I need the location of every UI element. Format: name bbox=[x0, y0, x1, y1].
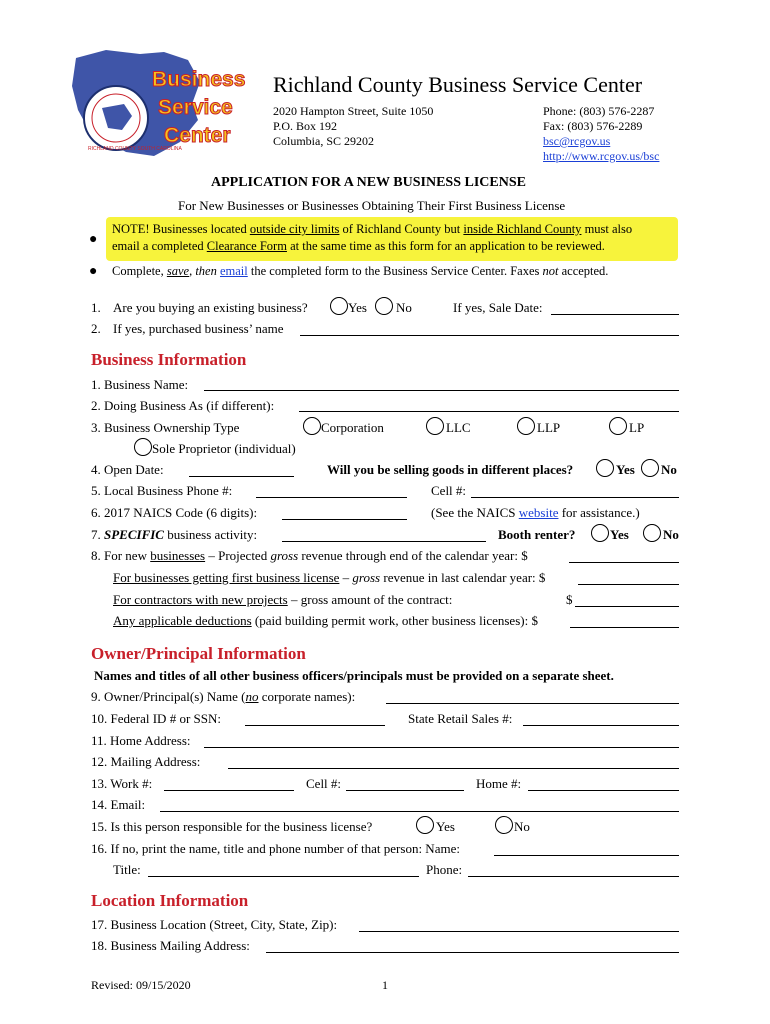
responsible-person-name-field[interactable] bbox=[494, 855, 679, 856]
ownership-type-label: 3. Business Ownership Type bbox=[91, 420, 240, 435]
booth-no-radio[interactable] bbox=[643, 524, 661, 542]
open-date-label: 4. Open Date: bbox=[91, 462, 164, 477]
responsible-person-label: 15. Is this person responsible for the business license? bbox=[91, 819, 373, 834]
responsible-person-name-label: 16. If no, print the name, title and phone number of that person: Name: bbox=[91, 841, 460, 856]
email-link[interactable]: email bbox=[219, 264, 248, 278]
cell-label: Cell #: bbox=[431, 483, 467, 498]
responsible-yes-radio[interactable] bbox=[416, 816, 434, 834]
note-text: the completed form to the Business Service Center. Faxes bbox=[247, 264, 543, 278]
sole-proprietor-radio[interactable] bbox=[134, 438, 152, 456]
home-phone-field[interactable] bbox=[528, 790, 679, 791]
responsible-phone-field[interactable] bbox=[468, 876, 679, 877]
booth-no-label: No bbox=[663, 527, 679, 542]
open-date-field[interactable] bbox=[189, 476, 294, 477]
note-text: must also bbox=[581, 222, 633, 236]
q1-number: 1. bbox=[91, 300, 101, 315]
owner-note: Names and titles of all other business officers/principals must be provided on a separate sheet. bbox=[94, 668, 614, 683]
deductions-field[interactable] bbox=[570, 627, 679, 628]
field-label: corporate names): bbox=[258, 689, 356, 704]
logo-word-center: Center bbox=[164, 124, 231, 147]
corporation-radio[interactable] bbox=[303, 417, 321, 435]
owner-email-field[interactable] bbox=[160, 811, 679, 812]
dollar-sign: $ bbox=[566, 592, 573, 607]
dba-label: 2. Doing Business As (if different): bbox=[91, 398, 275, 413]
llp-radio[interactable] bbox=[517, 417, 535, 435]
business-phone-label: 5. Local Business Phone #: bbox=[91, 483, 233, 498]
responsible-no-radio[interactable] bbox=[495, 816, 513, 834]
federal-id-field[interactable] bbox=[245, 725, 385, 726]
note-text: save bbox=[166, 264, 190, 278]
location-info-heading: Location Information bbox=[91, 891, 249, 910]
field-number: 7. bbox=[91, 527, 104, 542]
purchased-business-name-field[interactable] bbox=[300, 335, 679, 336]
page-title: Richland County Business Service Center bbox=[273, 72, 643, 97]
owner-name-field[interactable] bbox=[386, 703, 679, 704]
business-mailing-field[interactable] bbox=[266, 952, 679, 953]
logo bbox=[68, 46, 246, 160]
clearance-form-link[interactable]: Clearance Form bbox=[206, 239, 287, 253]
note-text: outside city limits bbox=[249, 222, 340, 236]
form-title: APPLICATION FOR A NEW BUSINESS LICENSE bbox=[211, 175, 526, 190]
field-label: 9. Owner/Principal(s) Name ( bbox=[91, 689, 246, 704]
home-address-label: 11. Home Address: bbox=[91, 733, 191, 748]
projected-revenue-label bbox=[91, 548, 528, 564]
naics-website-link[interactable]: website bbox=[518, 505, 559, 520]
home-address-field[interactable] bbox=[204, 747, 679, 748]
selling-no-radio[interactable] bbox=[641, 459, 659, 477]
bullet: ● bbox=[89, 264, 98, 279]
note-text: of Richland County but bbox=[339, 222, 464, 236]
responsible-no-label: No bbox=[514, 819, 530, 834]
llp-label: LLP bbox=[537, 420, 561, 435]
q1-label: Are you buying an existing business? bbox=[113, 300, 308, 315]
q1-yes-label: Yes bbox=[348, 300, 367, 315]
dba-field[interactable] bbox=[299, 411, 679, 412]
business-info-heading: Business Information bbox=[91, 350, 247, 369]
field-label: For contractors with new projects bbox=[113, 592, 288, 607]
field-label: – bbox=[339, 570, 353, 585]
q1-no-radio[interactable] bbox=[375, 297, 393, 315]
owner-cell-field[interactable] bbox=[346, 790, 464, 791]
owner-info-heading: Owner/Principal Information bbox=[91, 644, 306, 663]
note-text: Complete, bbox=[112, 264, 167, 278]
booth-renter-label: Booth renter? bbox=[498, 527, 576, 542]
selling-goods-label: Will you be selling goods in different places? bbox=[327, 462, 574, 477]
q1-no-label: No bbox=[396, 300, 412, 315]
address-line-3: Columbia, SC 29202 bbox=[273, 134, 375, 148]
business-mailing-label: 18. Business Mailing Address: bbox=[91, 938, 250, 953]
note-text: at the same time as this form for an application to be reviewed. bbox=[286, 239, 605, 253]
mailing-address-field[interactable] bbox=[228, 768, 679, 769]
business-location-field[interactable] bbox=[359, 931, 679, 932]
responsible-title-label: Title: bbox=[113, 862, 141, 877]
llc-label: LLC bbox=[446, 420, 471, 435]
note-text: inside Richland County bbox=[463, 222, 582, 236]
sale-date-label: If yes, Sale Date: bbox=[453, 300, 543, 315]
first-license-revenue-label bbox=[113, 570, 545, 586]
lp-radio[interactable] bbox=[609, 417, 627, 435]
owner-email-label: 14. Email: bbox=[91, 797, 146, 812]
retail-sales-label: State Retail Sales #: bbox=[408, 711, 513, 726]
note-text: email a completed bbox=[112, 239, 207, 253]
form-subtitle: For New Businesses or Businesses Obtaining Their First Business License bbox=[178, 198, 566, 213]
contract-amount-field[interactable] bbox=[575, 606, 679, 607]
projected-revenue-field[interactable] bbox=[569, 562, 679, 563]
naics-help bbox=[431, 505, 640, 521]
business-activity-label bbox=[91, 527, 257, 543]
field-label: revenue through end of the calendar year: $ bbox=[298, 548, 528, 563]
field-label: business activity: bbox=[163, 527, 258, 542]
home-phone-label: Home #: bbox=[476, 776, 522, 791]
sale-date-field[interactable] bbox=[551, 314, 679, 315]
note-line-1 bbox=[112, 222, 632, 237]
selling-no-label: No bbox=[661, 462, 677, 477]
cell-field[interactable] bbox=[471, 497, 679, 498]
work-phone-label: 13. Work #: bbox=[91, 776, 153, 791]
naics-field[interactable] bbox=[282, 519, 407, 520]
note-text: then bbox=[195, 264, 217, 278]
business-name-label: 1. Business Name: bbox=[91, 377, 189, 392]
field-label: revenue in last calendar year: $ bbox=[380, 570, 546, 585]
naics-help-text: for assistance.) bbox=[558, 505, 640, 520]
phone-number: Phone: (803) 576-2287 bbox=[543, 104, 655, 118]
q2-label: If yes, purchased business’ name bbox=[113, 321, 284, 336]
field-label: Any applicable deductions bbox=[113, 613, 252, 628]
note-text: not bbox=[542, 264, 559, 278]
contract-amount-label bbox=[113, 592, 452, 608]
field-label: no bbox=[245, 689, 259, 704]
business-name-field[interactable] bbox=[204, 390, 679, 391]
revised-date: Revised: 09/15/2020 bbox=[91, 978, 191, 992]
field-label: – gross amount of the contract: bbox=[287, 592, 453, 607]
sole-proprietor-label: Sole Proprietor (individual) bbox=[152, 441, 296, 456]
business-phone-field[interactable] bbox=[256, 497, 407, 498]
field-label: – Projected bbox=[205, 548, 271, 563]
business-activity-field[interactable] bbox=[282, 541, 486, 542]
field-label: (paid building permit work, other business licenses): $ bbox=[251, 613, 538, 628]
logo-word-business: Business bbox=[152, 68, 246, 91]
booth-yes-radio[interactable] bbox=[591, 524, 609, 542]
first-license-revenue-field[interactable] bbox=[578, 584, 679, 585]
page-number: 1 bbox=[382, 978, 388, 992]
address-line-1: 2020 Hampton Street, Suite 1050 bbox=[273, 104, 434, 118]
mailing-address-label: 12. Mailing Address: bbox=[91, 754, 201, 769]
logo-word-service: Service bbox=[158, 96, 233, 119]
naics-help-text: (See the NAICS bbox=[431, 505, 519, 520]
note-text: NOTE! Businesses located bbox=[112, 222, 250, 236]
field-label: 8. For new bbox=[91, 548, 151, 563]
owner-cell-label: Cell #: bbox=[306, 776, 342, 791]
responsible-title-field[interactable] bbox=[148, 876, 419, 877]
fax-number: Fax: (803) 576-2289 bbox=[543, 119, 643, 133]
bullet: ● bbox=[89, 232, 98, 247]
selling-yes-radio[interactable] bbox=[596, 459, 614, 477]
address-line-2: P.O. Box 192 bbox=[273, 119, 338, 133]
field-label: gross bbox=[352, 570, 381, 585]
corporation-label: Corporation bbox=[321, 420, 384, 435]
booth-yes-label: Yes bbox=[610, 527, 629, 542]
owner-name-label bbox=[91, 689, 355, 705]
complete-instruction bbox=[112, 264, 608, 279]
specific-text: SPECIFIC bbox=[104, 527, 164, 542]
q1-yes-radio[interactable] bbox=[330, 297, 348, 315]
responsible-yes-label: Yes bbox=[436, 819, 455, 834]
lp-label: LP bbox=[629, 420, 645, 435]
retail-sales-field[interactable] bbox=[523, 725, 679, 726]
llc-radio[interactable] bbox=[426, 417, 444, 435]
work-phone-field[interactable] bbox=[164, 790, 294, 791]
website-link[interactable]: http://www.rcgov.us/bsc bbox=[543, 149, 660, 163]
note-line-2 bbox=[112, 239, 605, 254]
email-link[interactable]: bsc@rcgov.us bbox=[543, 134, 611, 148]
q2-number: 2. bbox=[91, 321, 101, 336]
naics-label: 6. 2017 NAICS Code (6 digits): bbox=[91, 505, 258, 520]
seal-text: RICHLAND COUNTY SOUTH CAROLINA bbox=[88, 146, 182, 152]
selling-yes-label: Yes bbox=[616, 462, 635, 477]
field-label: gross bbox=[270, 548, 299, 563]
responsible-phone-label: Phone: bbox=[426, 862, 463, 877]
field-label: For businesses getting first business license bbox=[113, 570, 340, 585]
federal-id-label: 10. Federal ID # or SSN: bbox=[91, 711, 221, 726]
note-text: , bbox=[189, 264, 196, 278]
field-label: businesses bbox=[150, 548, 206, 563]
deductions-label bbox=[113, 613, 538, 629]
note-text: accepted. bbox=[558, 264, 609, 278]
business-location-label: 17. Business Location (Street, City, State, Zip): bbox=[91, 917, 338, 932]
